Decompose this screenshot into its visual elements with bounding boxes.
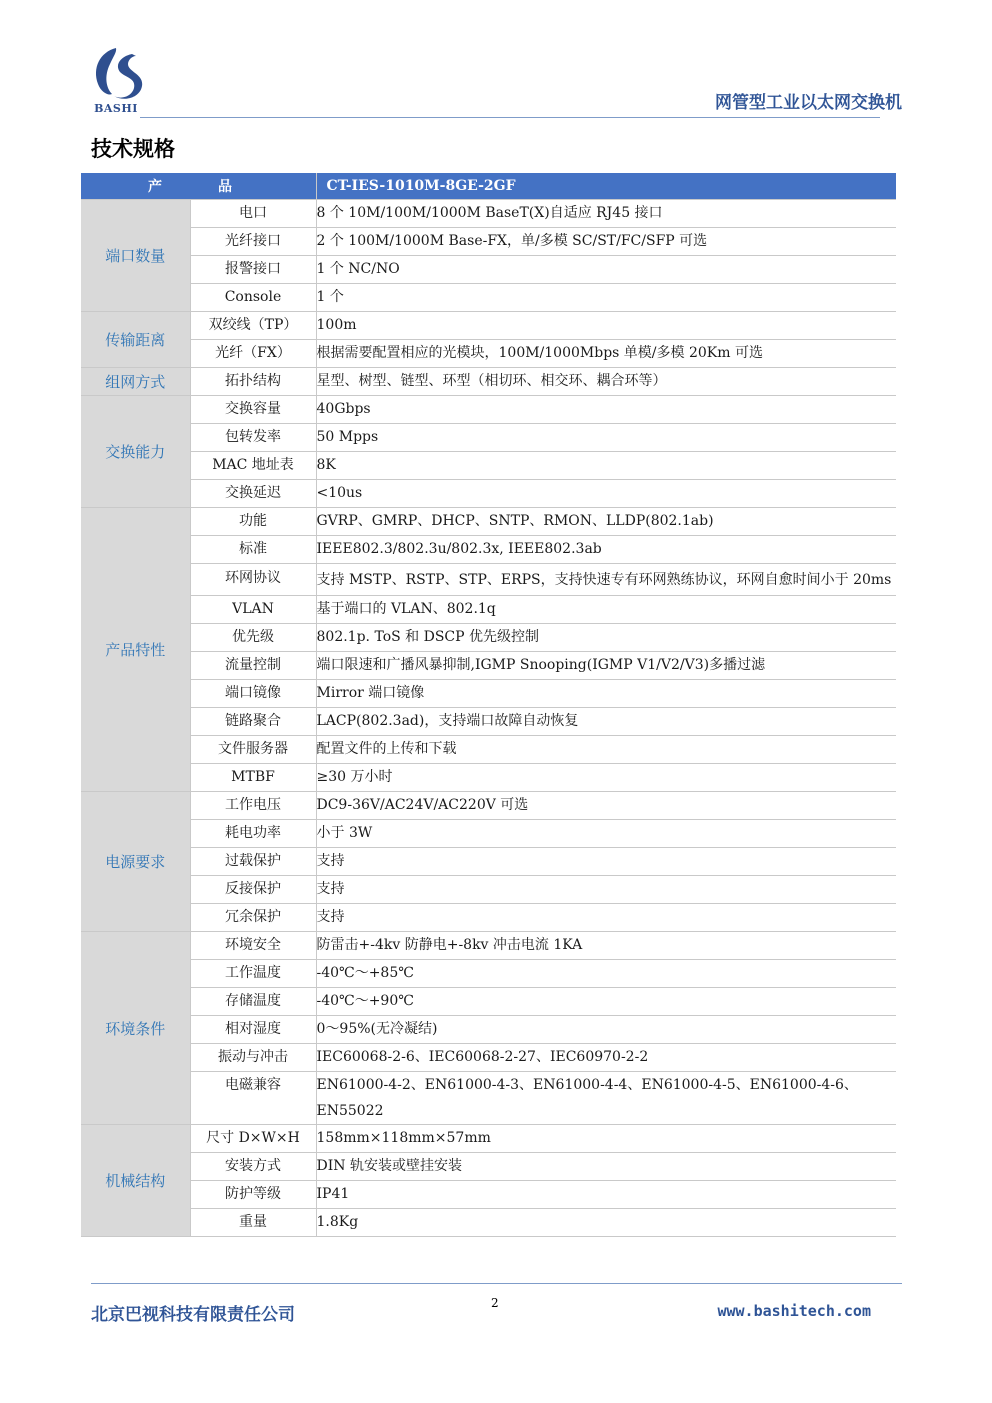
spec-row <box>81 848 896 876</box>
footer-divider <box>91 1283 902 1284</box>
spec-row <box>81 228 896 256</box>
spec-label: 端口镜像 <box>190 680 316 708</box>
spec-row <box>81 708 896 736</box>
spec-value: 100m <box>316 312 896 340</box>
spec-label: 防护等级 <box>190 1181 316 1209</box>
spec-label: 拓扑结构 <box>190 368 316 396</box>
spec-row <box>81 876 896 904</box>
spec-row <box>81 424 896 452</box>
spec-value: 802.1p. ToS 和 DSCP 优先级控制 <box>316 624 896 652</box>
spec-category: 端口数量 <box>81 200 190 312</box>
spec-value: 支持 <box>316 876 896 904</box>
spec-row <box>81 1125 896 1153</box>
header-title: 网管型工业以太网交换机 <box>715 93 902 113</box>
spec-row <box>81 764 896 792</box>
spec-label: 链路聚合 <box>190 708 316 736</box>
bashi-logo-icon <box>86 44 146 104</box>
spec-label: 耗电功率 <box>190 820 316 848</box>
spec-value: 支持 MSTP、RSTP、STP、ERPS，支持快速专有环网熟练协议，环网自愈时间小于 20ms <box>316 564 896 596</box>
spec-value: 小于 3W <box>316 820 896 848</box>
spec-row <box>81 284 896 312</box>
spec-row <box>81 596 896 624</box>
spec-row <box>81 960 896 988</box>
spec-label: 过载保护 <box>190 848 316 876</box>
spec-value: 50 Mpps <box>316 424 896 452</box>
spec-row <box>81 904 896 932</box>
spec-category: 交换能力 <box>81 396 190 508</box>
section-title: 技术规格 <box>91 137 175 161</box>
spec-row <box>81 312 896 340</box>
spec-row <box>81 396 896 424</box>
spec-label: MTBF <box>190 764 316 792</box>
spec-row <box>81 820 896 848</box>
spec-value: 防雷击+-4kv 防静电+-8kv 冲击电流 1KA <box>316 932 896 960</box>
spec-value: -40℃～+85℃ <box>316 960 896 988</box>
spec-row <box>81 932 896 960</box>
footer-url: www.bashitech.com <box>717 1302 871 1320</box>
spec-label: 冗余保护 <box>190 904 316 932</box>
spec-category: 电源要求 <box>81 792 190 932</box>
spec-value: IP41 <box>316 1181 896 1209</box>
spec-row <box>81 452 896 480</box>
spec-value: EN61000-4-2、EN61000-4-3、EN61000-4-4、EN61000-4-5、EN61000-4-6、EN55022 <box>316 1072 896 1125</box>
spec-value: 8 个 10M/100M/1000M BaseT(X)自适应 RJ45 接口 <box>316 200 896 228</box>
spec-row <box>81 368 896 396</box>
spec-table <box>81 173 896 1237</box>
spec-row <box>81 1072 896 1125</box>
spec-label: 工作温度 <box>190 960 316 988</box>
spec-label: Console <box>190 284 316 312</box>
spec-row <box>81 988 896 1016</box>
spec-label: 安装方式 <box>190 1153 316 1181</box>
spec-category: 组网方式 <box>81 368 190 396</box>
spec-row <box>81 624 896 652</box>
spec-value: -40℃～+90℃ <box>316 988 896 1016</box>
spec-label: 环网协议 <box>190 564 316 596</box>
spec-value: GVRP、GMRP、DHCP、SNTP、RMON、LLDP(802.1ab) <box>316 508 896 536</box>
spec-label: 电口 <box>190 200 316 228</box>
spec-row <box>81 1181 896 1209</box>
spec-value: 2 个 100M/1000M Base-FX，单/多模 SC/ST/FC/SFP 可选 <box>316 228 896 256</box>
footer-company: 北京巴视科技有限责任公司 <box>91 1305 295 1325</box>
spec-label: 电磁兼容 <box>190 1072 316 1125</box>
spec-label: 报警接口 <box>190 256 316 284</box>
spec-label: 优先级 <box>190 624 316 652</box>
spec-row <box>81 652 896 680</box>
spec-label: 交换容量 <box>190 396 316 424</box>
spec-label: 流量控制 <box>190 652 316 680</box>
spec-label: 反接保护 <box>190 876 316 904</box>
spec-row <box>81 1016 896 1044</box>
spec-label: 文件服务器 <box>190 736 316 764</box>
spec-label: 双绞线（TP） <box>190 312 316 340</box>
spec-value: IEC60068-2-6、IEC60068-2-27、IEC60970-2-2 <box>316 1044 896 1072</box>
spec-value: 星型、树型、链型、环型（相切环、相交环、耦合环等） <box>316 368 896 396</box>
spec-row <box>81 792 896 820</box>
spec-label: 功能 <box>190 508 316 536</box>
spec-value: 支持 <box>316 904 896 932</box>
header-divider <box>140 117 880 118</box>
spec-value: LACP(802.3ad)，支持端口故障自动恢复 <box>316 708 896 736</box>
spec-label: 光纤接口 <box>190 228 316 256</box>
logo-text: BASHI <box>94 102 138 115</box>
spec-value: 0～95%(无冷凝结) <box>316 1016 896 1044</box>
header-product-label: 产品 <box>81 173 316 200</box>
spec-value: 配置文件的上传和下载 <box>316 736 896 764</box>
spec-label: 振动与冲击 <box>190 1044 316 1072</box>
spec-row <box>81 508 896 536</box>
spec-row <box>81 536 896 564</box>
spec-label: VLAN <box>190 596 316 624</box>
spec-row <box>81 256 896 284</box>
spec-row <box>81 1044 896 1072</box>
spec-row <box>81 340 896 368</box>
spec-label: 包转发率 <box>190 424 316 452</box>
spec-label: 相对湿度 <box>190 1016 316 1044</box>
spec-table-header <box>81 173 896 200</box>
spec-label: 光纤（FX） <box>190 340 316 368</box>
spec-value: 1.8Kg <box>316 1209 896 1237</box>
spec-value: 1 个 <box>316 284 896 312</box>
spec-label: 尺寸 D×W×H <box>190 1125 316 1153</box>
spec-value: 基于端口的 VLAN、802.1q <box>316 596 896 624</box>
spec-row <box>81 736 896 764</box>
spec-value: DIN 轨安装或壁挂安装 <box>316 1153 896 1181</box>
spec-value: 1 个 NC/NO <box>316 256 896 284</box>
spec-category: 产品特性 <box>81 508 190 792</box>
spec-category: 传输距离 <box>81 312 190 368</box>
spec-table-body <box>81 200 896 1237</box>
spec-value: DC9-36V/AC24V/AC220V 可选 <box>316 792 896 820</box>
spec-category: 环境条件 <box>81 932 190 1125</box>
spec-category: 机械结构 <box>81 1125 190 1237</box>
header-product-model: CT-IES-1010M-8GE-2GF <box>316 173 896 200</box>
spec-label: 环境安全 <box>190 932 316 960</box>
spec-label: MAC 地址表 <box>190 452 316 480</box>
page-number: 2 <box>491 1296 499 1310</box>
spec-row <box>81 564 896 596</box>
spec-value: 端口限速和广播风暴抑制,IGMP Snooping(IGMP V1/V2/V3)多播过滤 <box>316 652 896 680</box>
spec-row <box>81 680 896 708</box>
spec-label: 存储温度 <box>190 988 316 1016</box>
spec-row <box>81 200 896 228</box>
spec-value: 根据需要配置相应的光模块，100M/1000Mbps 单模/多模 20Km 可选 <box>316 340 896 368</box>
spec-row <box>81 1153 896 1181</box>
spec-value: ≥30 万小时 <box>316 764 896 792</box>
spec-value: Mirror 端口镜像 <box>316 680 896 708</box>
spec-label: 标准 <box>190 536 316 564</box>
spec-value: IEEE802.3/802.3u/802.3x, IEEE802.3ab <box>316 536 896 564</box>
spec-label: 工作电压 <box>190 792 316 820</box>
spec-value: 支持 <box>316 848 896 876</box>
spec-label: 重量 <box>190 1209 316 1237</box>
spec-value: 158mm×118mm×57mm <box>316 1125 896 1153</box>
spec-value: 40Gbps <box>316 396 896 424</box>
spec-label: 交换延迟 <box>190 480 316 508</box>
spec-row <box>81 1209 896 1237</box>
spec-value: 8K <box>316 452 896 480</box>
spec-value: <10us <box>316 480 896 508</box>
spec-row <box>81 480 896 508</box>
bashi-logo <box>86 44 146 118</box>
